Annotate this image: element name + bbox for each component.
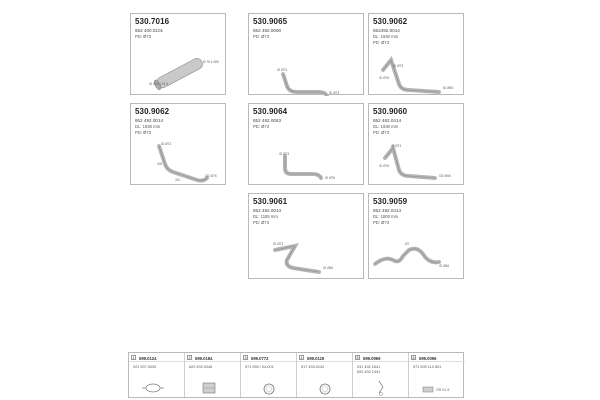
accessory-code: 599.0184 (195, 355, 213, 361)
part-spec: DL: 1185 mm (253, 214, 278, 219)
part-spec: DL: 1930 mm (373, 124, 399, 129)
bent-pipe-drawing (369, 194, 465, 280)
dimension-label: ID Ø73 (273, 242, 284, 246)
accessory-code: 599.0124 (139, 355, 157, 361)
part-reference: 652 400.0101 (135, 28, 164, 33)
ring-drawing (241, 353, 297, 397)
accessory-code: 599.0772 (251, 355, 269, 361)
accessory-number: 1 (132, 356, 135, 360)
accessory-number: 6 (412, 356, 415, 360)
accessory-ref: 620 492.0046 (189, 365, 213, 369)
dimension-label: Ø 76 x 485 (203, 60, 219, 64)
accessory-number: 4 (300, 356, 303, 360)
ring-drawing (297, 353, 353, 397)
part-code: 530.9064 (253, 107, 288, 116)
dimension-label: ID Ø73 (161, 142, 172, 146)
dimension-label: ID Ø76 (325, 176, 336, 180)
part-spec: PD: Ø73 (253, 124, 270, 129)
dimension-label: OD Ø76 (205, 174, 217, 178)
clamp-drawing (129, 353, 185, 397)
dimension-label: ID Ø66 (323, 266, 334, 270)
part-reference: 652 492.0014 (135, 118, 164, 123)
part-code: 530.9065 (253, 17, 288, 26)
accessory-number: 2 (188, 356, 191, 360)
part-spec: DL: 1930 mm (373, 34, 399, 39)
bent-pipe-drawing (369, 14, 465, 96)
part-reference: 652 492.0414 (373, 208, 402, 213)
sleeve-drawing (185, 353, 241, 397)
dimension-label: ID Ø73 (393, 64, 404, 68)
part-reference: 652492.0014 (373, 28, 400, 33)
dimension-label: ID Ø76 (379, 76, 390, 80)
accessory-ref: 517 493.0142 (301, 365, 325, 369)
part-card-530-9064[interactable] (248, 103, 364, 185)
straight-pipe-drawing (131, 14, 227, 96)
accessory-number: 3 (244, 356, 247, 360)
dimension-label: 400 (157, 162, 163, 166)
part-card-530-9065[interactable] (248, 13, 364, 95)
accessory-ref: 971 955 / 04-001 (245, 365, 274, 369)
part-card-530-7016[interactable] (130, 13, 226, 95)
dimension-label: ID Ø73 (277, 68, 288, 72)
dimension-label: ID Ø73 (391, 144, 402, 148)
accessory-ref: 921 907.0030 (133, 365, 157, 369)
part-spec: PD: Ø73 (373, 220, 390, 225)
part-code: 530.9059 (373, 197, 408, 206)
part-code: 530.9062 (373, 17, 408, 26)
accessories-table (128, 352, 464, 398)
dimension-label: ID Ø73 (279, 152, 290, 156)
part-spec: DL: 1800 mm (373, 214, 399, 219)
part-card-530-9061[interactable] (248, 193, 364, 279)
accessory-cell[interactable] (353, 353, 409, 397)
part-spec: PD: Ø73 (253, 34, 270, 39)
accessory-ref: 031 492 1641 (357, 365, 381, 369)
accessory-code: 599.0096 (419, 355, 437, 361)
dimension-label: ID Ø73 (329, 91, 340, 95)
bent-pipe-drawing (249, 194, 365, 280)
accessory-cell[interactable] (241, 353, 297, 397)
accessory-cell[interactable] (129, 353, 185, 397)
accessory-cell[interactable] (185, 353, 241, 397)
accessory-cell[interactable] (297, 353, 353, 397)
part-card-530-9062-b[interactable] (130, 103, 226, 185)
part-spec: PD: Ø73 (373, 130, 390, 135)
part-spec: PD: Ø73 (253, 220, 270, 225)
part-reference: 652 492.0014 (253, 208, 282, 213)
dimension-label: 310 (175, 178, 181, 182)
part-reference: 652 492.0414 (373, 118, 402, 123)
part-reference: 652 492.0063 (253, 118, 282, 123)
part-spec: DL: 1930 mm (135, 124, 161, 129)
dimension-label: ID Ø76 (379, 164, 390, 168)
hanger-drawing (353, 353, 409, 397)
part-code: 530.9062 (135, 107, 170, 116)
dimension-label: ID Ø66 (439, 264, 450, 268)
accessory-ref: 652 492 1441 (357, 370, 381, 374)
part-card-530-9062[interactable] (368, 13, 464, 95)
part-spec: PD: Ø73 (135, 130, 152, 135)
dimension-label: OD Ø66 (439, 174, 451, 178)
accessory-ref: 971 505 110.501 (413, 365, 442, 369)
part-spec: PD: Ø73 (135, 34, 152, 39)
accessory-number: 5 (356, 356, 359, 360)
part-code: 530.7016 (135, 17, 170, 26)
accessory-code: 599.0969 (363, 355, 381, 361)
accessory-code: 599.0119 (307, 355, 325, 361)
part-card-530-9060[interactable] (368, 103, 464, 185)
accessory-label: GR 51.5 (436, 388, 450, 392)
part-reference: 652 492.0060 (253, 28, 282, 33)
part-code: 530.9061 (253, 197, 288, 206)
part-card-530-9059[interactable] (368, 193, 464, 279)
bent-pipe-drawing (249, 104, 365, 186)
dimension-label: ID 53.5 / 51.5 (149, 82, 169, 86)
bent-pipe-drawing (249, 14, 365, 96)
dimension-label: ID Ø66 (443, 86, 454, 90)
dimension-label: Ø7 (405, 242, 410, 246)
accessory-cell[interactable] (409, 353, 465, 397)
part-code: 530.9060 (373, 107, 408, 116)
part-spec: PD: Ø73 (373, 40, 390, 45)
